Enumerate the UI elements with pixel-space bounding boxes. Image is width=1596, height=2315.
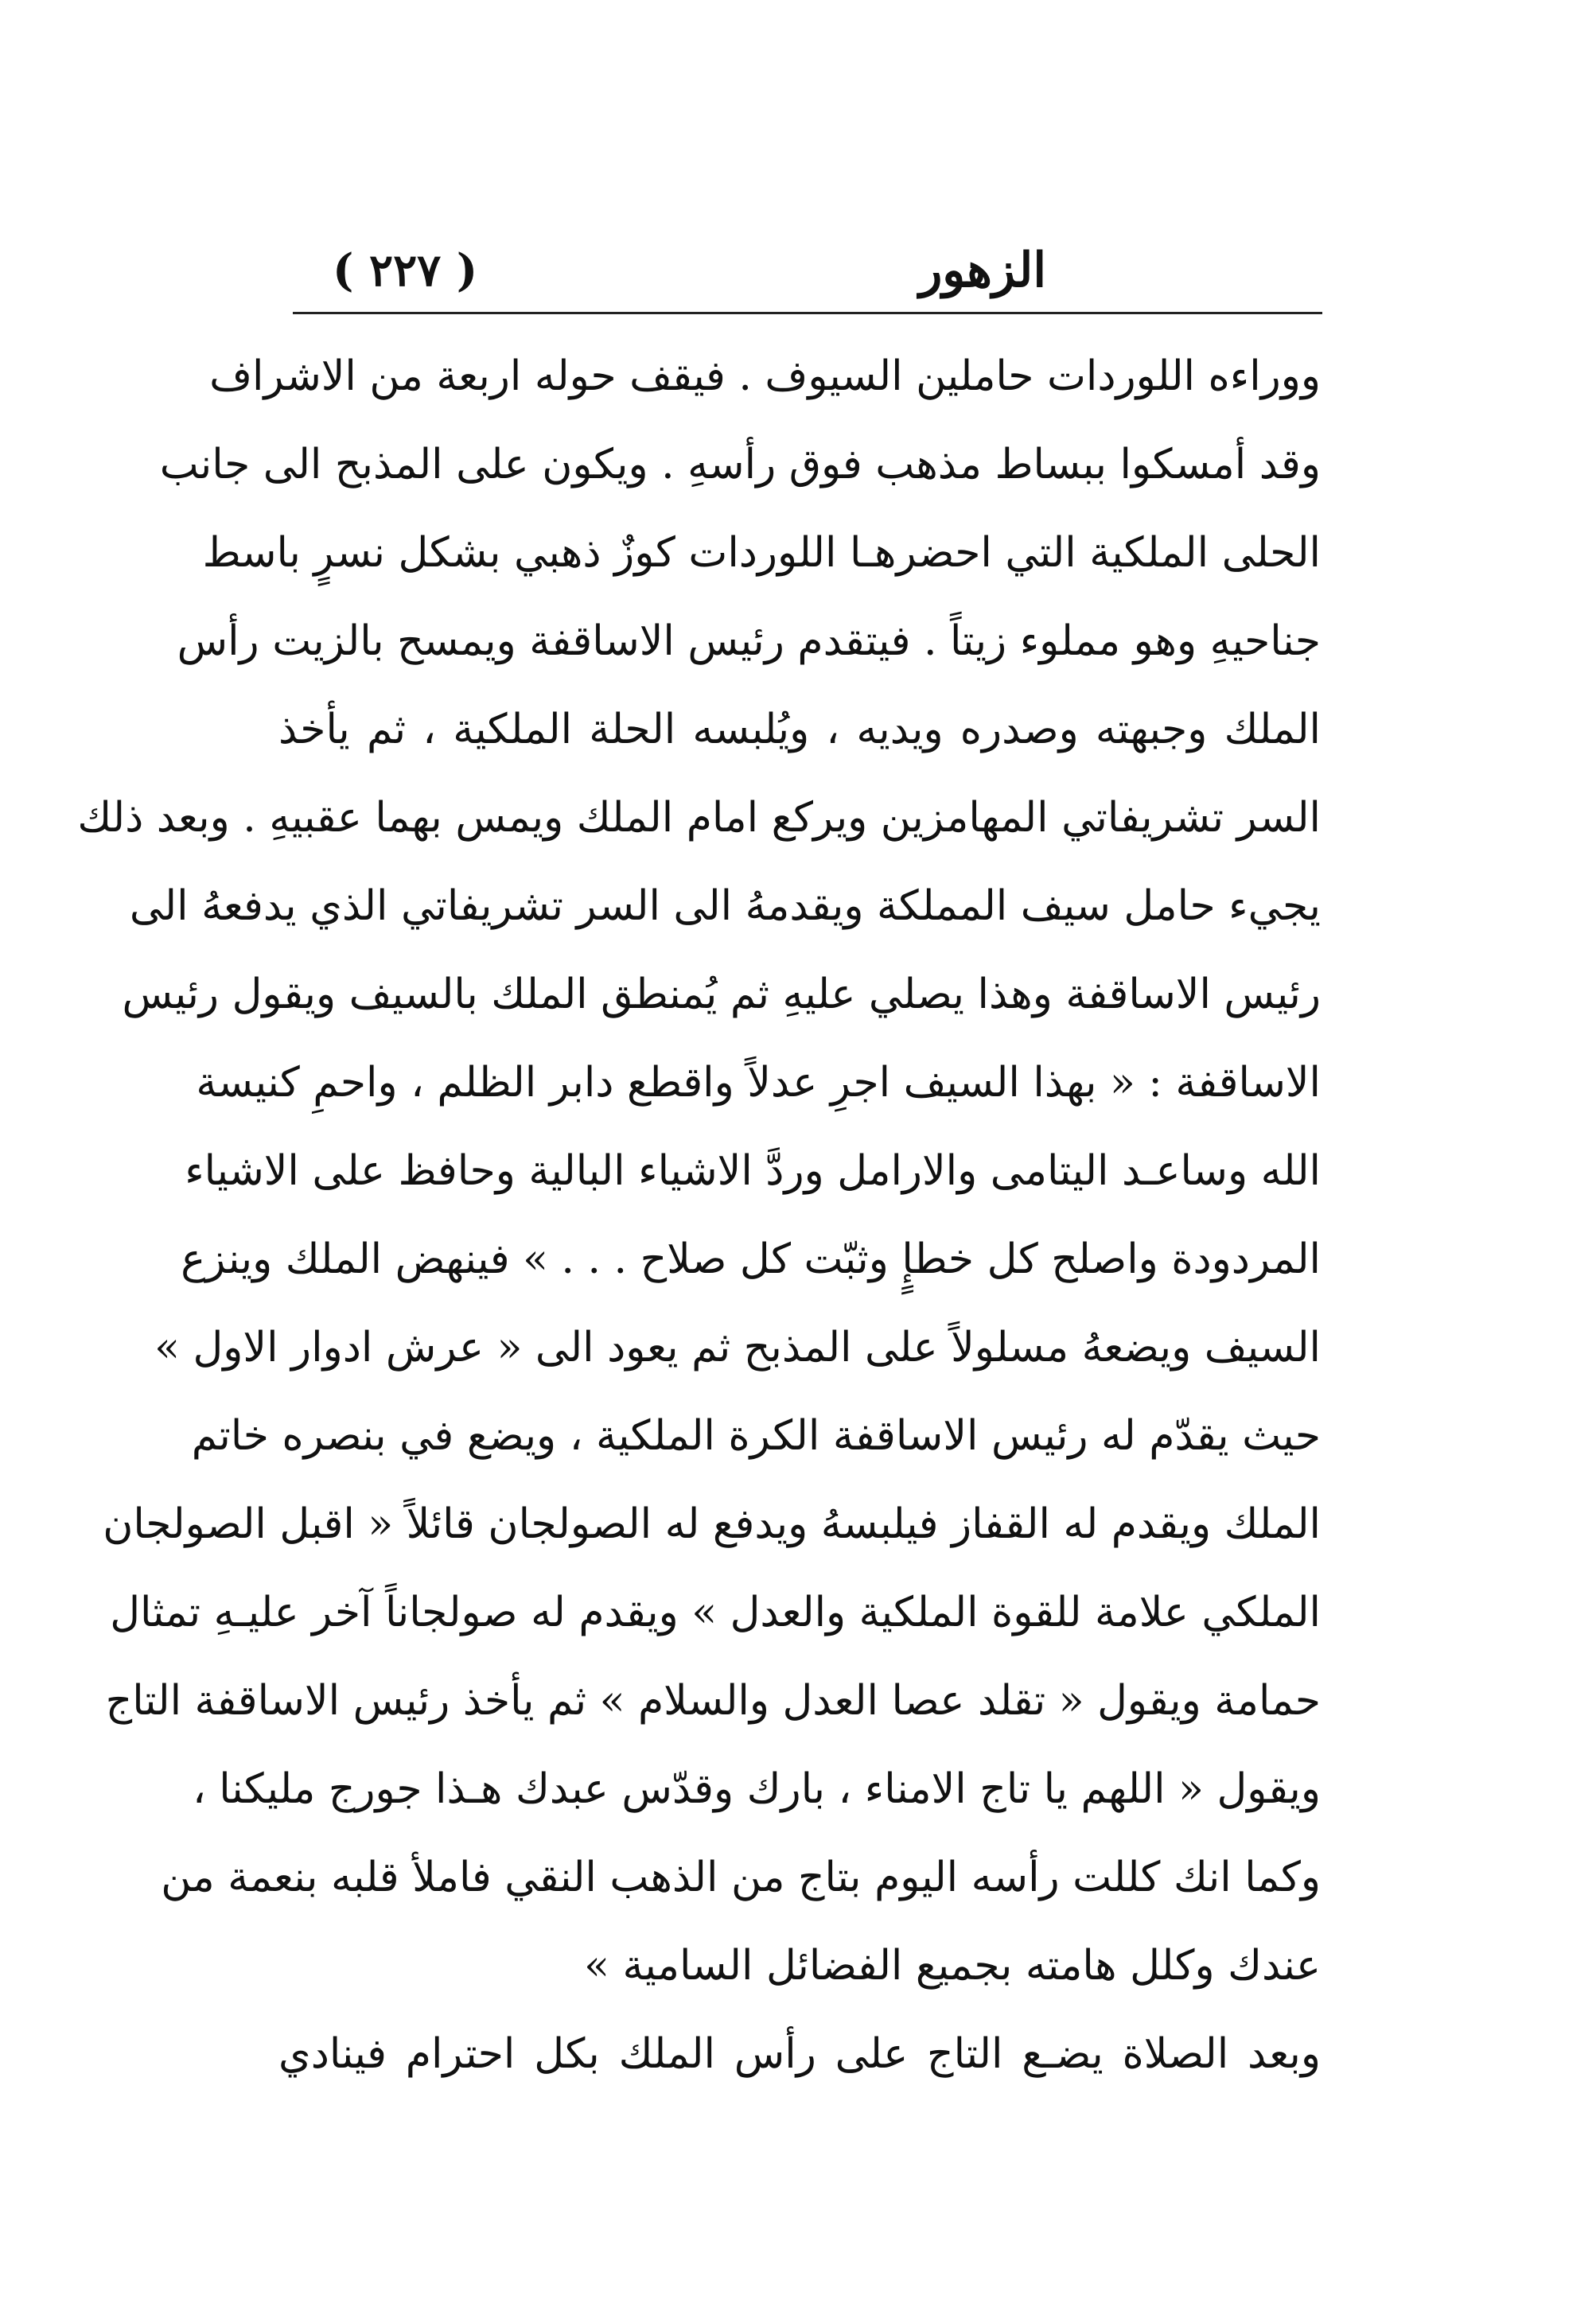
- page-number: ( ٢٢٧ ): [333, 244, 478, 297]
- text-line: جناحيهِ وهو مملوء زيتاً . فيتقدم رئيس الاساقفة ويمسح بالزيت رأس: [177, 617, 1321, 665]
- text-line: المردودة واصلح كل خطإٍ وثبّت كل صلاح . . . » فينهض الملك وينزع: [181, 1235, 1321, 1283]
- running-title: الزهور: [919, 243, 1046, 298]
- text-line-paragraph-end: عندك وكلل هامته بجميع الفضائل السامية »: [584, 1942, 1321, 1990]
- text-line: السيف ويضعهُ مسلولاً على المذبح ثم يعود الى « عرش ادوار الاول »: [154, 1324, 1321, 1371]
- page-header: [294, 231, 1321, 310]
- text-line: الملكي علامة للقوة الملكية والعدل » ويقدم له صولجاناً آخر عليـهِ تمثال: [110, 1589, 1321, 1636]
- text-line: الاساقفة : « بهذا السيف اجرِ عدلاً واقطع دابر الظلم ، واحمِ كنيسة: [196, 1059, 1321, 1107]
- text-line: ويقول « اللهم يا تاج الامناء ، بارك وقدّس عبدك هـذا جورج مليكنا ،: [192, 1765, 1321, 1813]
- text-line-paragraph-start: وبعد الصلاة يضـع التاج على رأس الملك بكل احترام فينادي: [278, 2030, 1321, 2078]
- text-line: ووراءه اللوردات حاملين السيوف . فيقف حوله اربعة من الاشراف: [209, 352, 1321, 400]
- text-line: الملك ويقدم له القفاز فيلبسهُ ويدفع له الصولجان قائلاً « اقبل الصولجان: [103, 1500, 1321, 1548]
- text-line: رئيس الاساقفة وهذا يصلي عليهِ ثم يُمنطق الملك بالسيف ويقول رئيس: [122, 971, 1321, 1018]
- text-line: الملك وجبهته وصدره ويديه ، ويُلبسه الحلة الملكية ، ثم يأخذ: [278, 706, 1321, 753]
- text-line: الله وساعـد اليتامى والارامل وردَّ الاشياء البالية وحافظ على الاشياء: [185, 1147, 1321, 1195]
- body-text: [77, 333, 1321, 2099]
- text-line: حيث يقدّم له رئيس الاساقفة الكرة الملكية ، ويضع في بنصره خاتم: [191, 1412, 1321, 1460]
- text-line: وقد أمسكوا ببساط مذهب فوق رأسهِ . ويكون على المذبح الى جانب: [159, 441, 1321, 488]
- text-line: السر تشريفاتي المهامزين ويركع امام الملك ويمس بهما عقبيهِ . وبعد ذلك: [77, 794, 1321, 842]
- header-rule: [293, 312, 1322, 314]
- text-line: يجيء حامل سيف المملكة ويقدمهُ الى السر تشريفاتي الذي يدفعهُ الى: [129, 882, 1321, 930]
- text-line: وكما انك كللت رأسه اليوم بتاج من الذهب النقي فاملأ قلبه بنعمة من: [161, 1854, 1321, 1901]
- text-line: الحلى الملكية التي احضرهـا اللوردات كوزٌ ذهبي بشكل نسرٍ باسط: [202, 529, 1321, 577]
- text-line: حمامة ويقول « تقلد عصا العدل والسلام » ثم يأخذ رئيس الاساقفة التاج: [105, 1677, 1321, 1725]
